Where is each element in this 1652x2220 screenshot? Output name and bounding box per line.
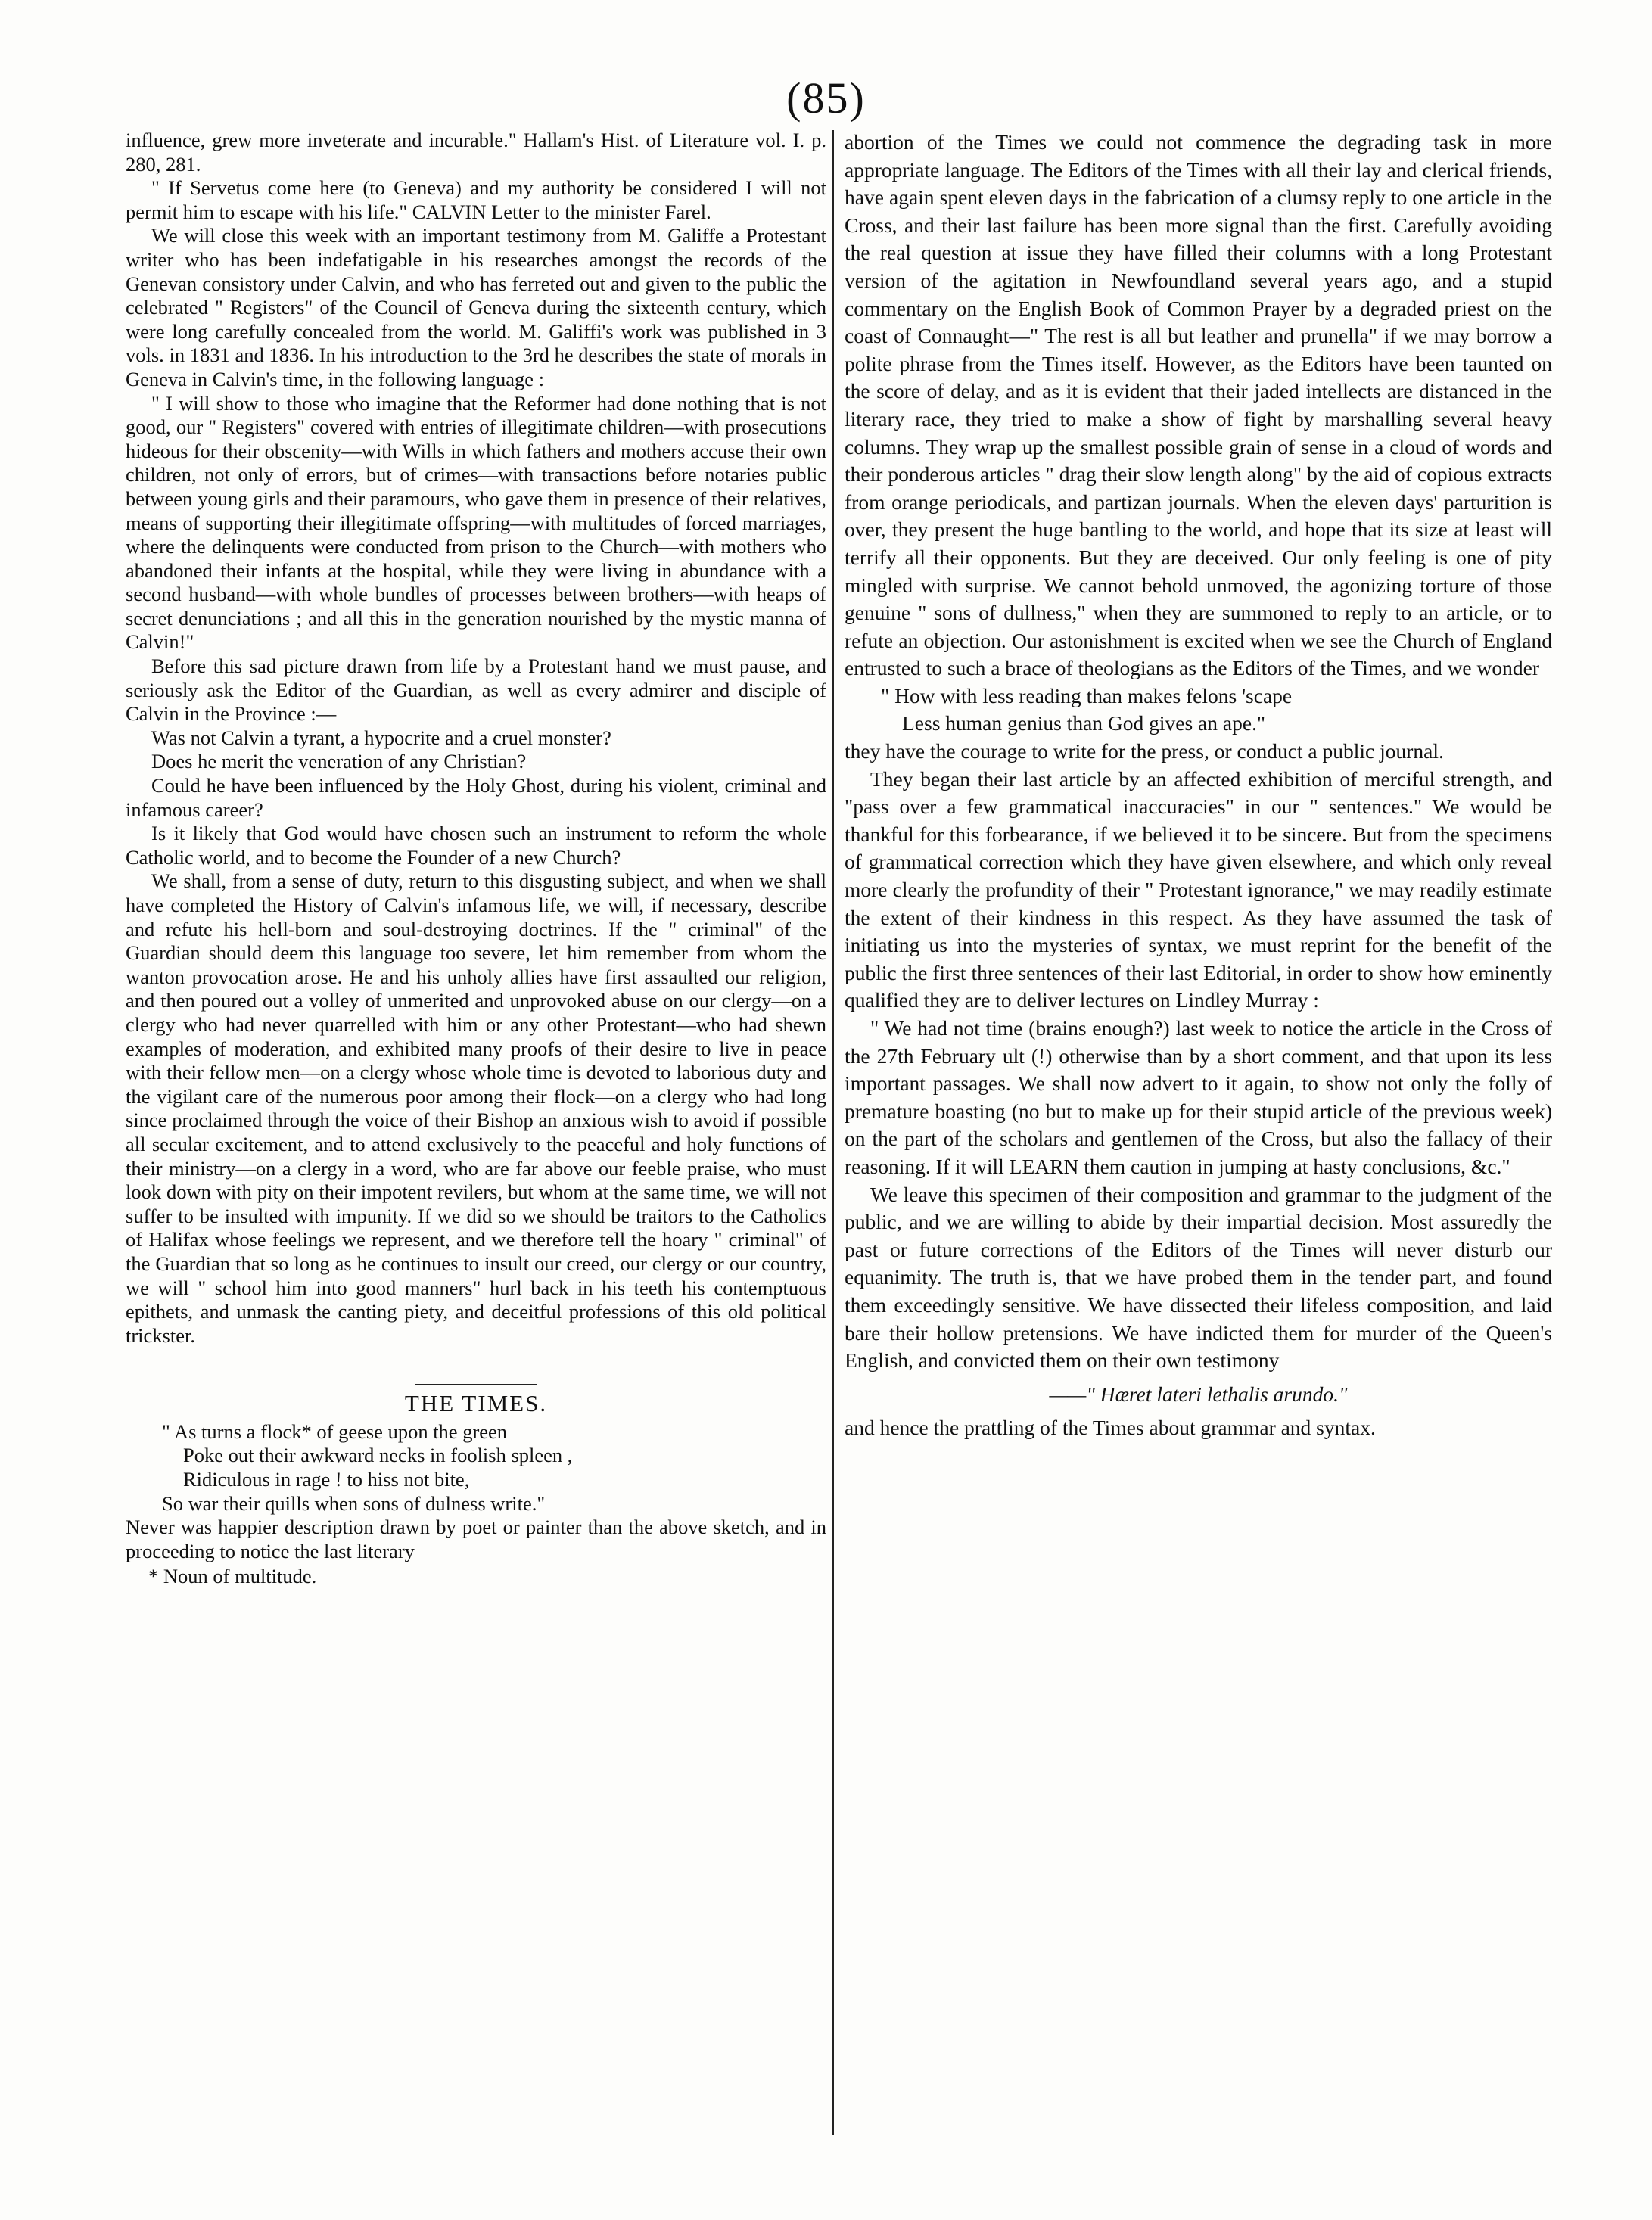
question-4: Is it likely that God would have chosen such an instrument to reform the whole Catholic world, and to become the Founder of a new Church? xyxy=(126,822,826,869)
galiffe-quote: " I will show to those who imagine that the Reformer had done nothing that is not good, our " Registers" covered with entries of illegitimate children—with prosecutions hideous for their obscenity—with Wills in which fathers and mothers accuse their own children, not only of errors, but of crimes—with transactions before notaries public between young girls and their paramours, who gave them in presence of their relatives, means of supporting their illegitimate offspring—with multitudes of forced marriages, where the delinquents were conducted from prison to the Church—with mothers who abandoned their infants at the hospital, while they were living in abundance with a second husband—with whole bundles of processes between brothers—with heaps of secret denunciations ; and all this in the generation nourished by the mystic manna of Calvin!" xyxy=(126,391,826,654)
left-column xyxy=(126,129,826,1589)
verse-line: So war their quills when sons of dulness write." xyxy=(162,1491,546,1515)
latin-quote: ——" Hæret lateri lethalis arundo." xyxy=(1049,1382,1348,1406)
column-rule xyxy=(832,130,834,2135)
times-abortion-paragraph: abortion of the Times we could not commence the degrading task in more appropriate language. The Editors of the Times with all their lay and clerical friends, have again spent eleven days in the fabrication of a clumsy reply to one article in the Cross, and their last failure has been more signal than the first. Carefully avoiding the real question at issue they have filled their columns with a long Protestant version of the agitation in Newfoundland several years ago, and a stupid commentary on the English Book of Common Prayer by a degraded priest on the coast of Connaught—" The rest is all but leather and prunella" if we may borrow a polite phrase from the Times itself. However, as the Editors have been taunted on the score of delay, and as it is evident that their jaded intellects are distanced in the literary race, they tried to make a show of fight by marshalling several heavy columns. They wrap up the smallest possible grain of sense in a cloud of words and their ponderous articles " drag their slow length along" by the aid of copious extracts from orange periodicals, and partizan journals. When the eleven days' parturition is over, they present the huge bantling to the world, and hope that its size at least will terrify all their opponents. But they are deceived. Our only feeling is one of pity mingled with surprise. We cannot behold unmoved, the agonizing torture of those genuine " sons of dullness," when they are summoned to reply to an article, or to refute an objection. Our astonishment is excited when we see the Church of England entrusted to such a brace of theologians as the Editors of the Times, and we wonder xyxy=(845,130,1552,680)
footnote: * Noun of multitude. xyxy=(148,1565,317,1588)
geese-verse xyxy=(126,1420,826,1516)
verse-line: Less human genius than God gives an ape." xyxy=(902,711,1266,735)
felons-verse xyxy=(845,682,1552,738)
duty-paragraph: We shall, from a sense of duty, return to this disgusting subject, and when we shall have completed the History of Calvin's infamous life, we will, if necessary, describe and refute his hell-born and soul-destroying doctrines. If the " criminal" of the Guardian should deem this language too severe, let him remember from whom the wanton provocation arose. He and his unholy allies have first assaulted our religion, and then poured out a volley of unmerited and unprovoked abuse on our clergy—on a clergy who had never quarrelled with him or any other Protestant—who had shewn examples of moderation, and exhibited many proofs of their desire to live in peace with their fellow men—on a clergy whose whole time is devoted to laborious duty and the vigilant care of the numerous poor among their flock—on a clergy who had long since proclaimed through the voice of their Bishop an anxious wish to avoid if possible all secular excitement, and to attend exclusively to the peaceful and holy functions of their ministry—on a clergy in a word, who are far above our feeble praise, who must look down with pity on their impotent revilers, but whom at the same time, we will not suffer to be insulted with impunity. If we did so we should be traitors to the Catholics of Halifax whose feelings we represent, and we therefore tell the hoary " criminal" of the Guardian that so long as he continues to insult our creed, our clergy or our country, we will " school him into good manners" hurl back in his teeth his contemptuous epithets, and unmask the canting piety, and deceitful professions of this old political trickster. xyxy=(126,869,826,1347)
calvin-quote: " If Servetus come here (to Geneva) and my authority be considered I will not permit him to escape with his life." CALVIN Letter to the minister Farel. xyxy=(126,176,826,223)
verse-line: " As turns a flock* of geese upon the green xyxy=(162,1419,508,1443)
right-column xyxy=(845,129,1552,1442)
section-divider xyxy=(415,1384,537,1385)
hallam-citation: influence, grew more inveterate and incurable." Hallam's Hist. of Literature vol. I. p. 280, 281. xyxy=(126,129,826,176)
question-3: Could he have been influenced by the Holy Ghost, during his violent, criminal and infamous career? xyxy=(126,774,826,821)
section-title: THE TIMES. xyxy=(404,1390,548,1417)
closing-paragraph: and hence the prattling of the Times about grammar and syntax. xyxy=(845,1416,1376,1440)
galiffe-intro: We will close this week with an important testimony from M. Galiffe a Protestant writer who has been indefatigable in his researches amongst the records of the Genevan consistory under Calvin, and who has ferreted out and given to the public the celebrated " Registers" of the Council of Geneva during the sixteenth century, which were long carefully concealed from the world. M. Galiffi's work was published in 3 vols. in 1831 and 1836. In his introduction to the 3rd he describes the state of morals in Geneva in Calvin's time, in the following language : xyxy=(126,224,826,390)
grammar-paragraph: They began their last article by an affected exhibition of merciful strength, and "pass over a few grammatical inaccuracies" in our " sentences." We would be thankful for this forbearance, if we believed it to be sincere. But from the specimens of grammatical correction which they have given elsewhere, and which only reveal more clearly the profundity of their " Protestant ignorance," we may readily estimate the extent of their kindness in this respect. As they have assumed the task of initiating us into the mysteries of syntax, we must reprint for the benefit of the public the first three sentences of their last Editorial, in order to show how eminently qualified they are to deliver lectures on Lindley Murray : xyxy=(845,766,1552,1012)
verse-line: Poke out their awkward necks in foolish spleen , xyxy=(183,1444,573,1467)
question-2: Does he merit the veneration of any Christian? xyxy=(151,750,527,773)
description-paragraph: Never was happier description drawn by poet or painter than the above sketch, and in proceeding to notice the last literary xyxy=(126,1516,826,1562)
province-paragraph: Before this sad picture drawn from life by a Protestant hand we must pause, and seriously ask the Editor of the Guardian, as well as every admirer and disciple of Calvin in the Province :— xyxy=(126,654,826,726)
question-1: Was not Calvin a tyrant, a hypocrite and a cruel monster? xyxy=(151,726,611,749)
page-number: (85) xyxy=(786,73,866,123)
verse-line: " How with less reading than makes felons 'scape xyxy=(881,683,1293,707)
times-quote: " We had not time (brains enough?) last week to notice the article in the Cross of the 27th February ult (!) otherwise than by a short comment, and that upon its less important passages. We shall now advert to it again, to show not only the folly of premature boasting (no but to make up for their stupid article of the previous week) on the part of the scholars and gentlemen of the Cross, but also the fallacy of their reasoning. If it will LEARN them caution in jumping at hasty conclusions, &c." xyxy=(845,1016,1552,1178)
judgment-paragraph: We leave this specimen of their composition and grammar to the judgment of the public, and we are willing to abide by their impartial decision. Most assuredly the past or future corrections of the Editors of the Times will never disturb our equanimity. The truth is, that we have probed them in the tender part, and found them exceedingly sensitive. We have dissected their lifeless composition, and laid bare their hollow pretensions. We have indicted them for murder of the Queen's English, and convicted them on their own testimony xyxy=(845,1182,1552,1373)
verse-line: Ridiculous in rage ! to hiss not bite, xyxy=(183,1468,470,1491)
courage-paragraph: they have the courage to write for the press, or conduct a public journal. xyxy=(845,739,1444,763)
